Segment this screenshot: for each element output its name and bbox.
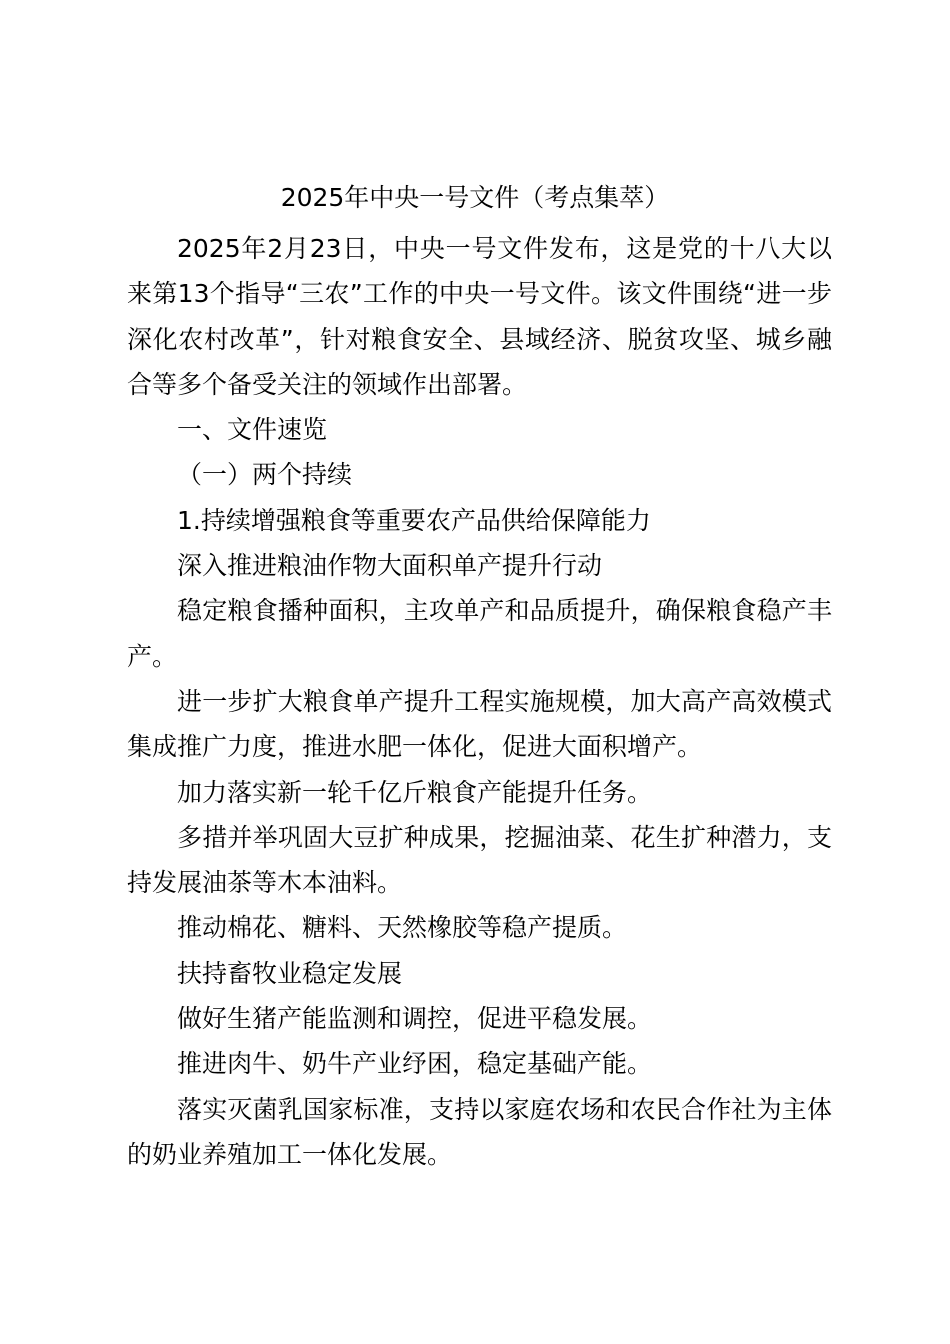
- paragraph-intro: 2025年2月23日，中央一号文件发布，这是党的十八大以来第13个指导“三农”工作的中央一号文件。该文件围绕“进一步深化农村改革”，针对粮食安全、县域经济、脱贫攻坚、城乡融合等多个备受关注的领域作出部署。: [127, 234, 832, 399]
- paragraph: 多措并举巩固大豆扩种成果，挖掘油菜、花生扩种潜力，支持发展油茶等木本油料。: [127, 822, 832, 898]
- document-title: 2025年中央一号文件（考点集萃）: [280, 183, 670, 212]
- paragraph: 推动棉花、糖料、天然橡胶等稳产提质。: [177, 913, 628, 943]
- paragraph: 推进肉牛、奶牛产业纾困，稳定基础产能。: [177, 1049, 653, 1079]
- paragraph: 加力落实新一轮千亿斤粮食产能提升任务。: [177, 777, 653, 807]
- paragraph: 进一步扩大粮食单产提升工程实施规模，加大高产高效模式集成推广力度，推进水肥一体化，促进大面积增产。: [127, 686, 832, 762]
- topic-heading: 扶持畜牧业稳定发展: [177, 958, 403, 988]
- paragraph: 落实灭菌乳国家标准，支持以家庭农场和农民合作社为主体的奶业养殖加工一体化发展。: [127, 1094, 832, 1169]
- item-heading: 1.持续增强粮食等重要农产品供给保障能力: [177, 505, 651, 535]
- subsection-heading: （一）两个持续: [177, 460, 353, 490]
- section-heading: 一、文件速览: [177, 415, 328, 445]
- topic-heading: 深入推进粮油作物大面积单产提升行动: [177, 551, 603, 581]
- paragraph: 稳定粮食播种面积，主攻单产和品质提升，确保粮食稳产丰产。: [127, 596, 832, 671]
- paragraph: 做好生猪产能监测和调控，促进平稳发展。: [177, 1004, 653, 1034]
- document-body: [127, 226, 832, 1177]
